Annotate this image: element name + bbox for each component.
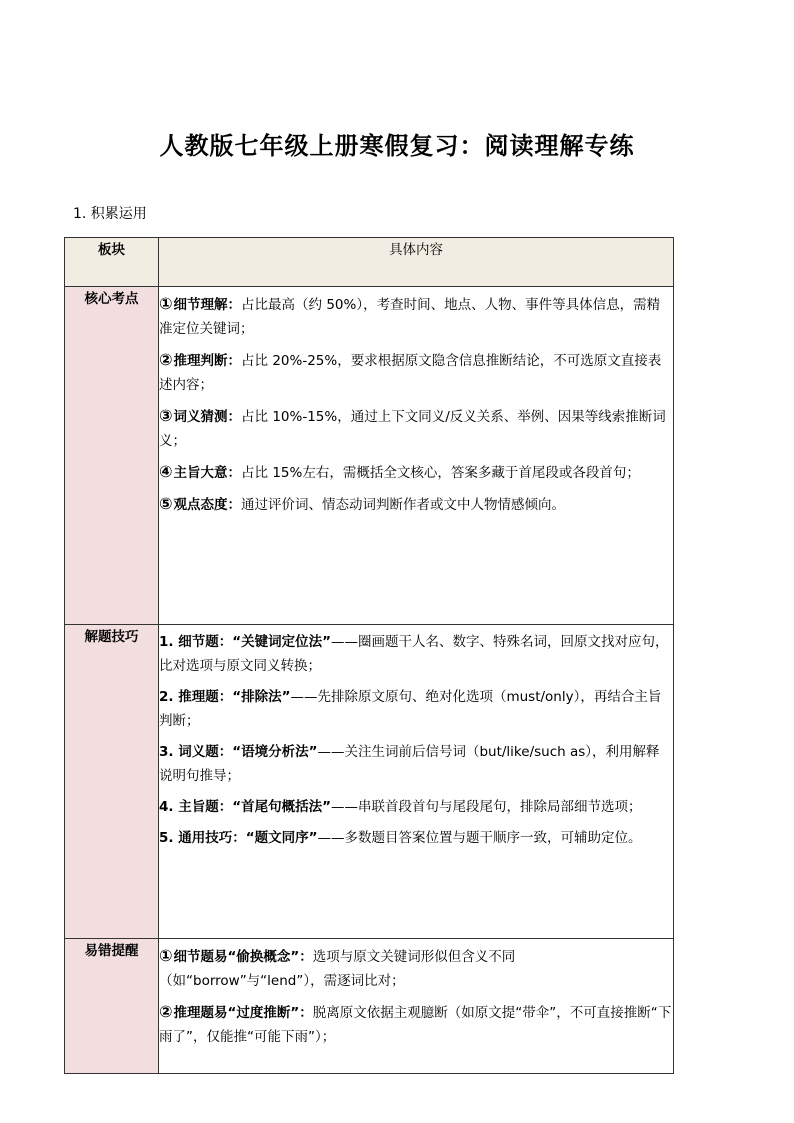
item-heading: 细节理解： — [173, 297, 242, 313]
item-heading: 推理判断： — [173, 353, 242, 369]
page-title: 人教版七年级上册寒假复习：阅读理解专练 — [159, 132, 635, 160]
list-item — [159, 630, 673, 678]
list-item — [159, 492, 673, 517]
header-col-content: 具体内容 — [159, 238, 674, 287]
row-label: 解题技巧 — [65, 625, 159, 939]
item-number-marker: ① — [159, 946, 173, 965]
item-text: 占比 20%-25%，要求根据原文隐含信息推断结论，不可选原文直接表述内容； — [159, 353, 662, 393]
table-row — [65, 625, 674, 939]
item-text: 脱离原文依据主观臆断（如原文提“带伞”，不可直接推断“下雨了”，仅能推“可能下雨”）； — [159, 1005, 672, 1045]
item-heading: 词义猜测： — [173, 409, 242, 425]
item-number-marker: ④ — [159, 462, 173, 481]
item-heading: 细节题易“偷换概念”： — [173, 949, 313, 965]
item-heading: 2. 推理题：“排除法” — [159, 689, 291, 705]
item-heading: 5. 通用技巧：“题文同序” — [159, 830, 318, 846]
list-item — [159, 740, 673, 788]
item-text: ——多数题目答案位置与题干顺序一致，可辅助定位。 — [317, 830, 642, 846]
content-table — [64, 237, 674, 1074]
row-label: 易错提醒 — [65, 939, 159, 1074]
list-item — [159, 826, 673, 850]
item-number-marker: ③ — [159, 406, 173, 425]
header-col-section: 板块 — [65, 238, 159, 287]
list-item — [159, 795, 673, 819]
table-row — [65, 939, 674, 1074]
item-heading: 1. 细节题：“关键词定位法” — [159, 634, 331, 650]
item-text: ——串联首段首句与尾段尾句，排除局部细节选项； — [330, 799, 642, 815]
item-text: ——圈画题干人名、数字、特殊名词，回原文找对应句，比对选项与原文同义转换； — [159, 634, 669, 674]
table-header-row — [65, 238, 674, 287]
section-heading: 1. 积累运用 — [73, 206, 147, 222]
item-number-marker: ⑤ — [159, 494, 173, 513]
item-text: 占比最高（约 50%），考查时间、地点、人物、事件等具体信息，需精准定位关键词； — [159, 297, 661, 337]
item-text: 通过评价词、情态动词判断作者或文中人物情感倾向。 — [241, 497, 566, 513]
list-item — [159, 460, 673, 485]
list-item — [159, 292, 673, 341]
item-text: 占比 10%-15%，通过上下文同义/反义关系、举例、因果等线索推断词义； — [159, 409, 666, 449]
item-text: ——先排除原文原句、绝对化选项（must/only），再结合主旨判断； — [159, 689, 662, 729]
item-number-marker: ② — [159, 1002, 173, 1021]
row-content — [159, 939, 674, 1074]
list-item — [159, 944, 673, 993]
table-row — [65, 287, 674, 625]
item-heading: 3. 词义题：“语境分析法” — [159, 744, 318, 760]
item-number-marker: ① — [159, 294, 173, 313]
row-label: 核心考点 — [65, 287, 159, 625]
list-item — [159, 348, 673, 397]
item-text: ——关注生词前后信号词（but/like/such as），利用解释说明句推导； — [159, 744, 660, 784]
item-heading: 观点态度： — [173, 497, 242, 513]
row-content — [159, 287, 674, 625]
item-heading: 推理题易“过度推断”： — [173, 1005, 313, 1021]
list-item — [159, 404, 673, 453]
item-heading: 主旨大意： — [173, 465, 242, 481]
item-heading: 4. 主旨题：“首尾句概括法” — [159, 799, 331, 815]
row-content — [159, 625, 674, 939]
item-number-marker: ② — [159, 350, 173, 369]
item-text: 选项与原文关键词形似但含义不同（如“borrow”与“lend”），需逐词比对； — [159, 949, 516, 989]
item-text: 占比 15%左右，需概括全文核心，答案多藏于首尾段或各段首句； — [241, 465, 640, 481]
list-item — [159, 685, 673, 733]
list-item — [159, 1000, 673, 1049]
